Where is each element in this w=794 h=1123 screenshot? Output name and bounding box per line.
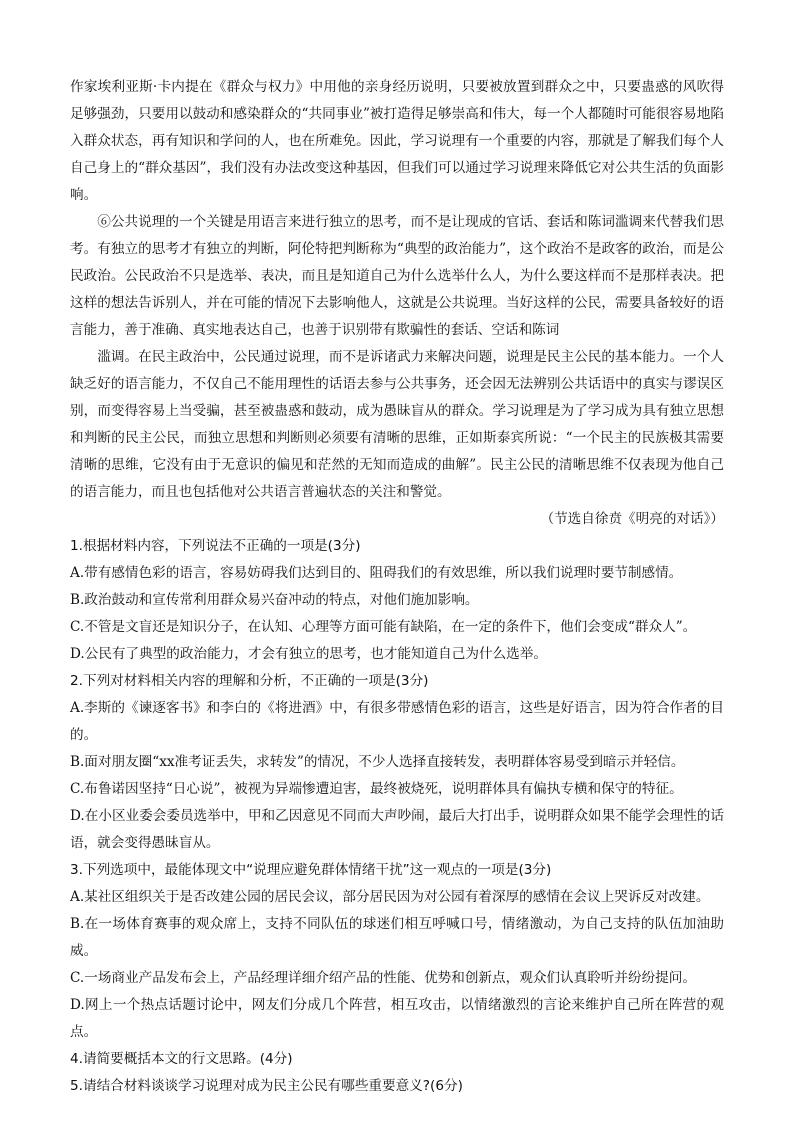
option-b: B.政治鼓动和宣传常利用群众易兴奋冲动的特点，对他们施加影响。 xyxy=(70,592,479,608)
question-stem: 5.请结合材料谈谈学习说理对成为民主公民有哪些重要意义?(6分) xyxy=(70,1078,463,1094)
option-c: C.布鲁诺因坚持“日心说”，被视为异端惨遭迫害，最终被烧死，说明群体具有偏执专横和保守的特征。 xyxy=(70,781,683,797)
question-stem: 3.下列选项中，最能体现文中“说理应避免群体情绪干扰”这一观点的一项是(3分) xyxy=(70,862,552,878)
question-4 xyxy=(70,1046,724,1073)
option-c: C.不管是文盲还是知识分子，在认知、心理等方面可能有缺陷，在一定的条件下，他们会变成“群众人”。 xyxy=(70,619,697,635)
option-b: B.面对朋友圈“xx准考证丢失，求转发”的情况，不少人选择直接转发，表明群体容易受到暗示并轻信。 xyxy=(70,754,685,770)
option-a: A.带有感情色彩的语言，容易妨碍我们达到目的、阻碍我们的有效思维，所以我们说理时要节制感情。 xyxy=(70,565,683,581)
option-a: A.某社区组织关于是否改建公园的居民会议，部分居民因为对公园有着深厚的感情在会议上哭诉反对改建。 xyxy=(70,889,710,905)
option-d: D.网上一个热点话题讨论中，网友们分成几个阵营，相互攻击，以情绪激烈的言论来维护自己所在阵营的观点。 xyxy=(70,997,724,1040)
question-2 xyxy=(70,668,724,857)
question-3 xyxy=(70,857,724,1046)
passage-paragraph-3: 滥调。在民主政治中，公民通过说理，而不是诉诸武力来解决问题，说理是民主公民的基本能力。一个人缺乏好的语言能力，不仅自己不能用理性的话语去参与公共事务，还会因无法辨别公共话语中的真实与谬误区别，而变得容易上当受骗，甚至被蛊惑和鼓动，成为愚昧盲从的群众。学习说理是为了学习成为具有独立思想和判断的民主公民，而独立思想和判断则必须要有清晰的思维，正如斯泰宾所说：“一个民主的民族极其需要清晰的思维，它没有由于无意识的偏见和茫然的无知而造成的曲解”。民主公民的清晰思维不仅表现为他自己的语言能力，而且也包括他对公共语言普遍状态的关注和警觉。 xyxy=(70,349,724,500)
passage-source: （节选自徐贲《明亮的对话》） xyxy=(540,511,724,527)
option-b: B.在一场体育赛事的观众席上，支持不同队伍的球迷们相互呼喊口号，情绪激动，为自己支持的队伍加油助威。 xyxy=(70,916,724,959)
option-d: D.公民有了典型的政治能力，才会有独立的思考，也才能知道自己为什么选举。 xyxy=(70,646,547,662)
question-stem: 4.请简要概括本文的行文思路。(4分) xyxy=(70,1051,293,1067)
question-stem: 1.根据材料内容，下列说法不正确的一项是(3分) xyxy=(70,538,361,554)
option-c: C.一场商业产品发布会上，产品经理详细介绍产品的性能、优势和创新点，观众们认真聆听并纷纷提问。 xyxy=(70,970,696,986)
option-a: A.李斯的《谏逐客书》和李白的《将进酒》中，有很多带感情色彩的语言，这些是好语言，因为符合作者的目的。 xyxy=(70,700,724,743)
passage-paragraph-1: 作家埃利亚斯·卡内提在《群众与权力》中用他的亲身经历说明，只要被放置到群众之中，只要蛊惑的风吹得足够强劲，只要用以鼓动和感染群众的“共同事业”被打造得足够崇高和伟大，每一个人都随时可能很容易地陷入群众状态，再有知识和学问的人，也在所难免。因此，学习说理有一个重要的内容，那就是了解我们每个人自己身上的“群众基因”，我们没有办法改变这种基因，但我们可以通过学习说理来降低它对公共生活的负面影响。 xyxy=(70,79,724,203)
exam-page xyxy=(70,74,724,1100)
option-d: D.在小区业委会委员选举中，甲和乙因意见不同而大声吵闹，最后大打出手，说明群众如果不能学会理性的话语，就会变得愚昧盲从。 xyxy=(70,808,724,851)
question-5 xyxy=(70,1073,724,1100)
question-1 xyxy=(70,533,724,668)
question-stem: 2.下列对材料相关内容的理解和分析，不正确的一项是(3分) xyxy=(70,673,429,689)
passage-paragraph-2: ⑥公共说理的一个关键是用语言来进行独立的思考，而不是让现成的官话、套话和陈词滥调来代替我们思考。有独立的思考才有独立的判断，阿伦特把判断称为“典型的政治能力”，这个政治不是政客的政治，而是公民政治。公民政治不只是选举、表决，而且是知道自己为什么选举什么人，为什么要这样而不是那样表决。把这样的想法告诉别人，并在可能的情况下去影响他人，这就是公共说理。当好这样的公民，需要具备较好的语言能力，善于准确、真实地表达自己，也善于识别带有欺骗性的套话、空话和陈词 xyxy=(70,214,724,338)
